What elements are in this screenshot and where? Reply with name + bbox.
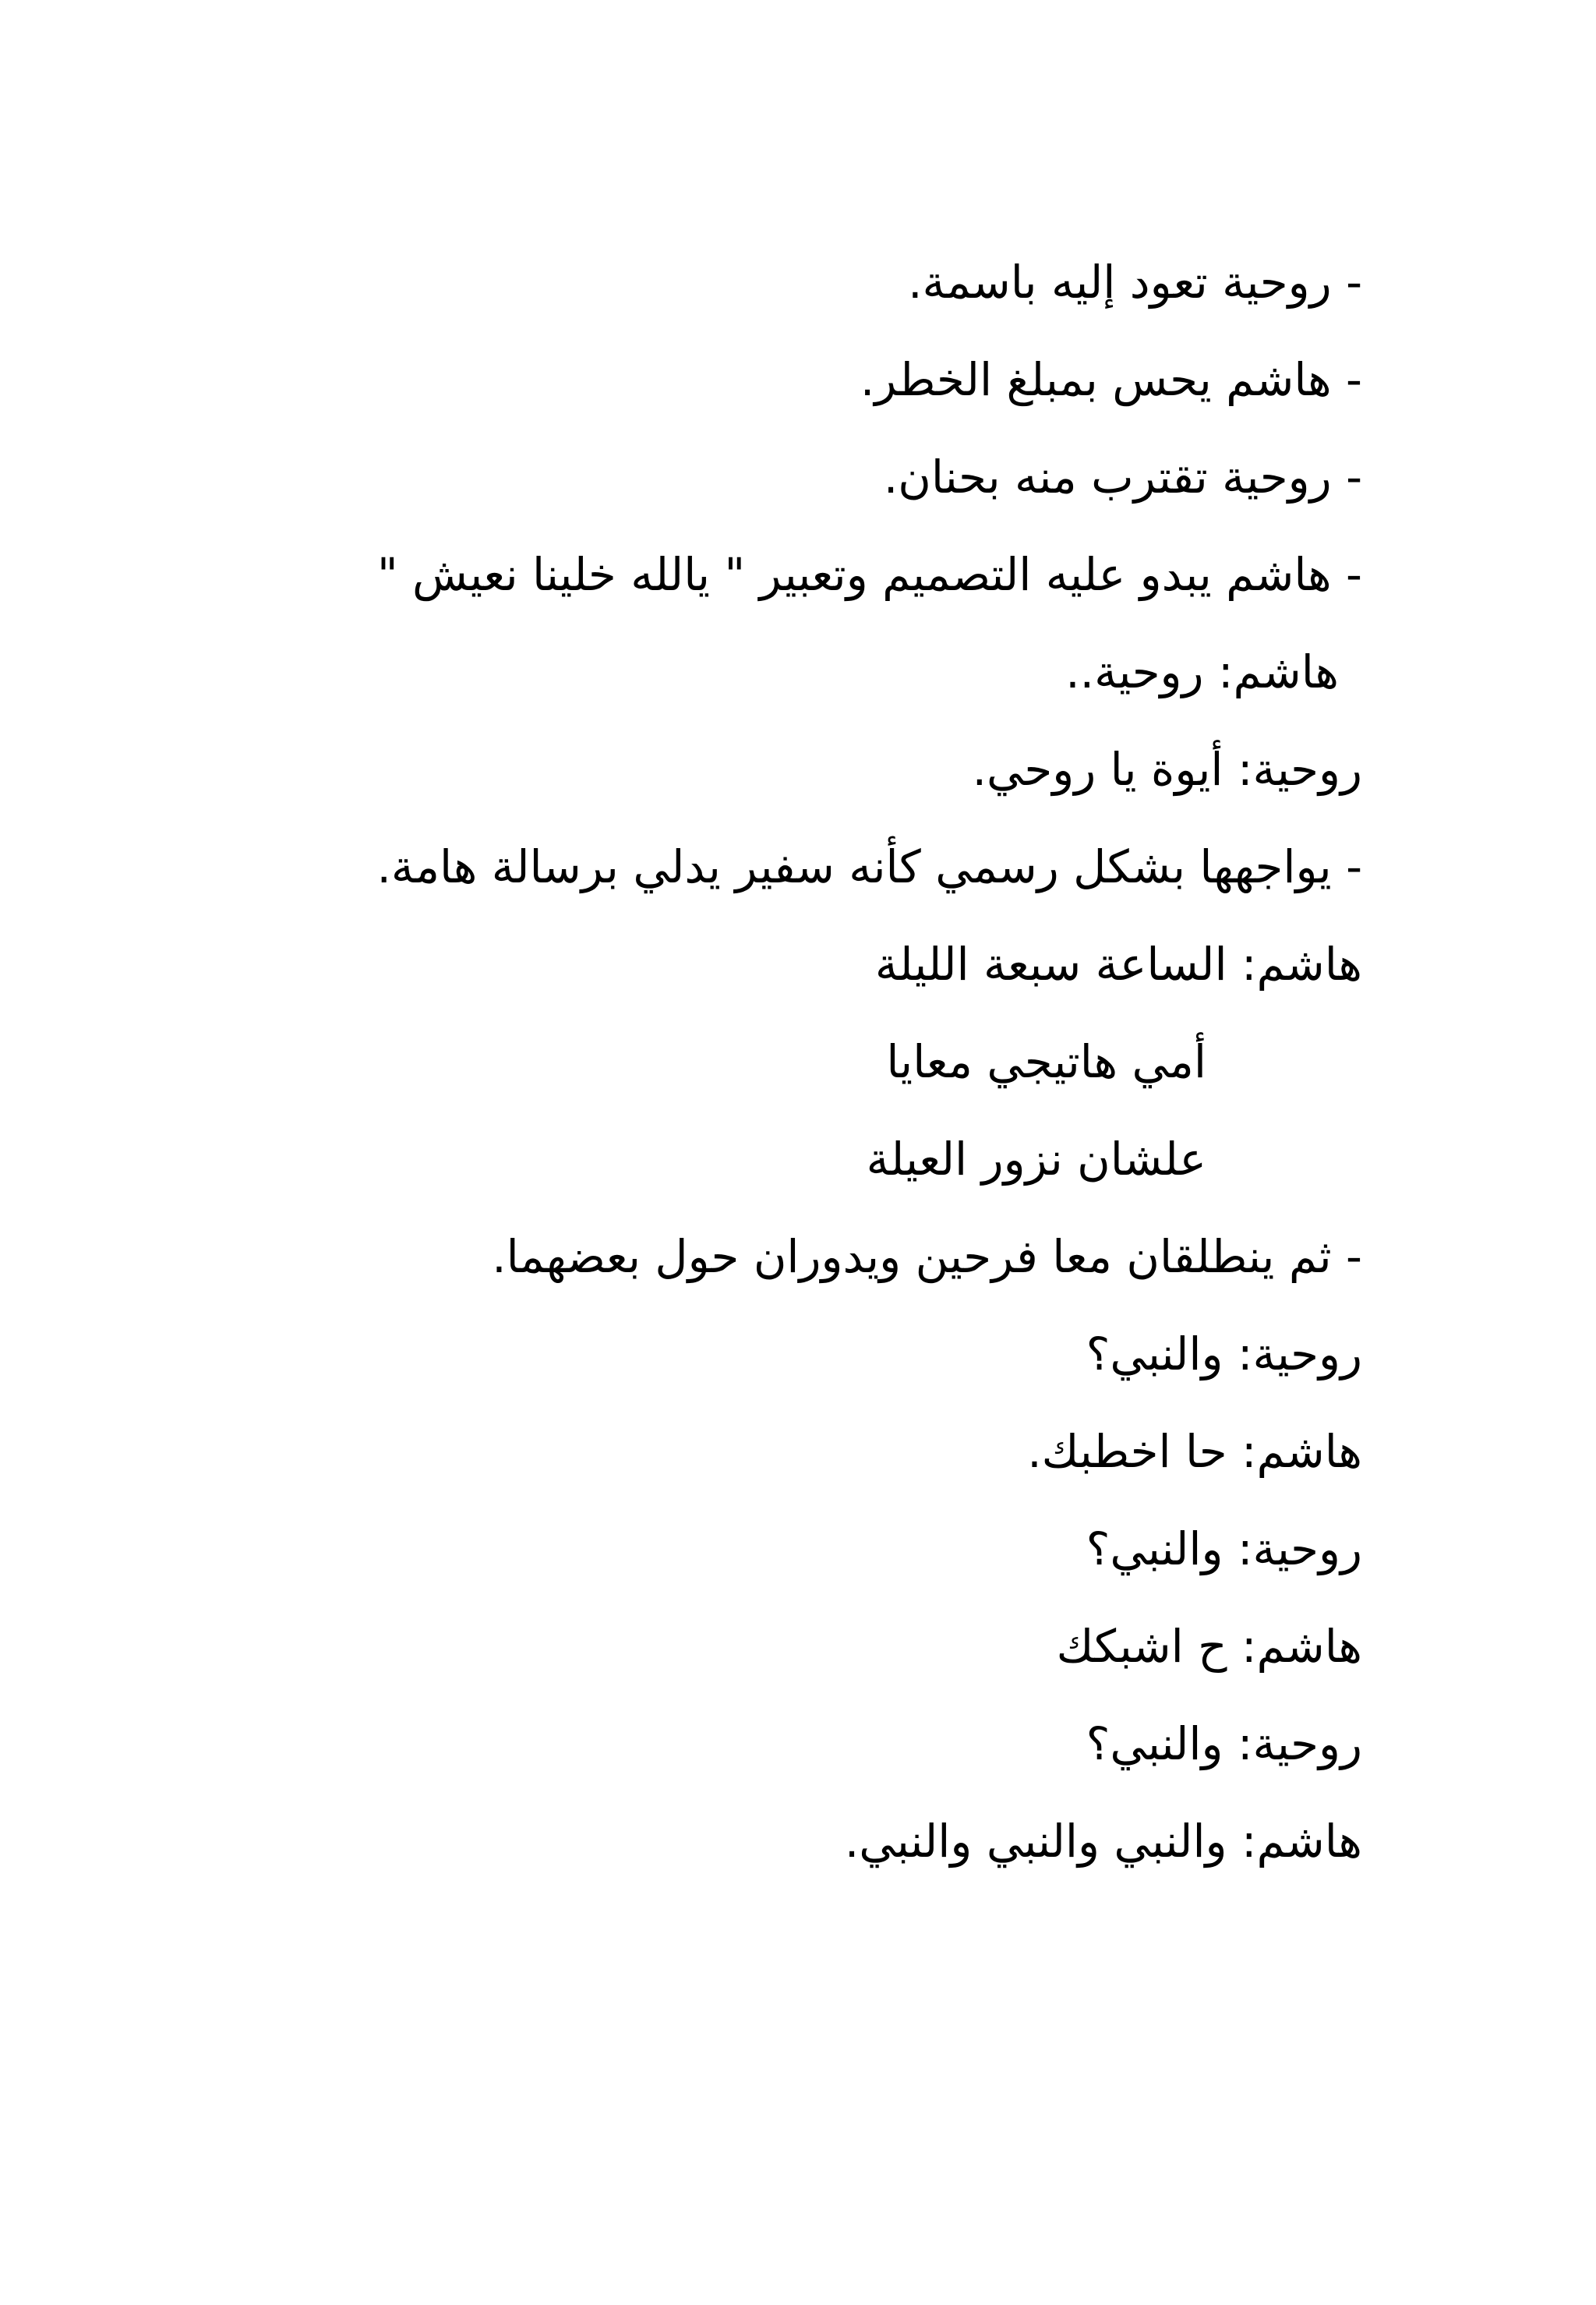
- dialogue-continuation-2: علشان نزور العيلة: [866, 1133, 1206, 1186]
- dialogue-line-9: هاشم: والنبي والنبي والنبي.: [844, 1815, 1362, 1868]
- dialogue-line-2: روحية: أيوة يا روحي.: [972, 743, 1362, 796]
- stage-direction-2: - هاشم يحس بمبلغ الخطر.: [860, 353, 1362, 406]
- dialogue-line-4: روحية: والنبي؟: [1086, 1327, 1362, 1381]
- dialogue-line-6: روحية: والنبي؟: [1086, 1522, 1362, 1575]
- dialogue-line-3: هاشم: الساعة سبعة الليلة: [874, 938, 1362, 991]
- stage-direction-6: - ثم ينطلقان معا فرحين ويدوران حول بعضهما.: [492, 1230, 1362, 1283]
- dialogue-line-8: روحية: والنبي؟: [1086, 1717, 1362, 1770]
- stage-direction-4: - هاشم يبدو عليه التصميم وتعبير " يالله خلينا نعيش ": [376, 548, 1362, 601]
- dialogue-continuation-1: أمي هاتيجي معايا: [886, 1035, 1206, 1088]
- dialogue-line-1: هاشم: روحية..: [1065, 645, 1339, 698]
- dialogue-line-5: هاشم: حا اخطبك.: [1027, 1425, 1362, 1478]
- stage-direction-3: - روحية تقترب منه بحنان.: [883, 451, 1362, 504]
- stage-direction-1: - روحية تعود إليه باسمة.: [908, 256, 1362, 309]
- dialogue-line-7: هاشم: ح اشبكك: [1056, 1620, 1362, 1673]
- stage-direction-5: - يواجهها بشكل رسمي كأنه سفير يدلي برسالة هامة.: [376, 840, 1362, 893]
